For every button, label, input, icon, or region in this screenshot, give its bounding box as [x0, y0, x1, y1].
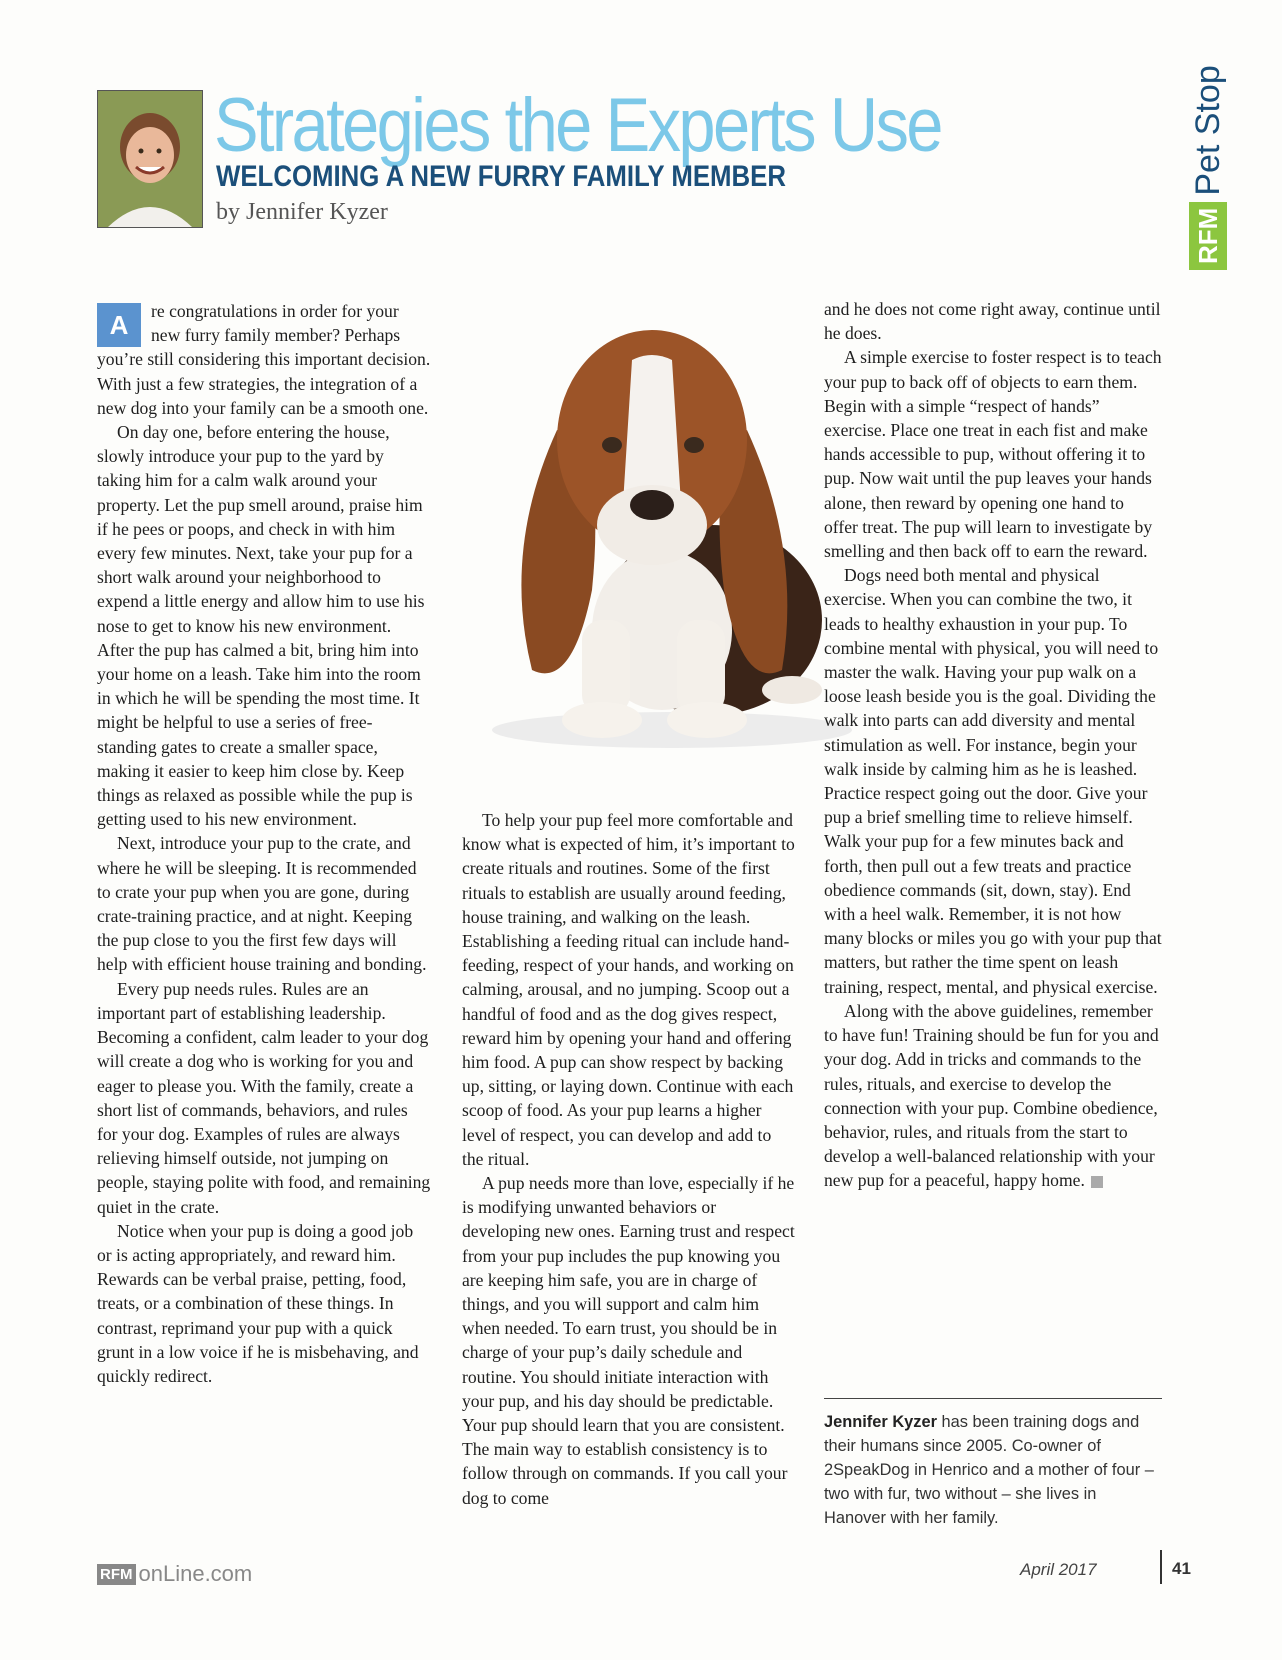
footer-separator: [1160, 1550, 1162, 1584]
footer-logo-badge: RFM: [97, 1564, 136, 1585]
article-subheadline: WELCOMING A NEW FURRY FAMILY MEMBER: [216, 160, 787, 193]
author-bio: [824, 1410, 1162, 1530]
paragraph: Next, introduce your pup to the crate, and where he will be sleeping. It is recommended to crate your pup when you are gone, during crate-training practice, and at night. Keeping the pup close to you the first few days will help with efficient house training and bonding.: [97, 833, 427, 975]
author-portrait-illustration: [98, 91, 202, 227]
paragraph: A pup needs more than love, especially if he is modifying unwanted behaviors or developing new ones. Earning trust and respect from your pup includes the pup knowing you are keeping him safe, you are in charge of things, and you will support and calm him when needed. To earn trust, you should be in charge of your pup’s daily schedule and routine. You should initiate interaction with your pup, and his day should be predictable. Your pup should learn that you are consistent. The main way to establish consistency is to follow through on commands. If you call your dog to come: [462, 1173, 795, 1508]
paragraph: Dogs need both mental and physical exercise. When you can combine the two, it leads to healthy exhaustion in your pup. To combine mental with physical, you will need to master the walk. Having your pup walk on a loose leash beside you is the goal. Dividing the walk into parts can add diversity and mental stimulation as well. For instance, begin your walk inside by calming him as he is leashed. Practice respect going out the door. Give your pup a brief smelling time to relieve himself. Walk your pup for a few minutes back and forth, then pull out a few treats and practice obedience commands (sit, down, stay). End with a heel walk. Remember, it is not how many blocks or miles you go with your pup that matters, but rather the time spent on leash training, respect, mental, and physical exercise.: [824, 565, 1162, 997]
author-bio-text: has been training dogs and their humans since 2005. Co-owner of 2SpeakDog in Henrico and a mother of four – two with fur, two without – she lives in Hanover with her family.: [824, 1413, 1154, 1527]
issue-date: April 2017: [1020, 1560, 1097, 1579]
paragraph: To help your pup feel more comfortable and know what is expected of him, it’s important to create rituals and routines. Some of the first rituals to establish are usually around feeding, house training, and walking on the leash. Establishing a feeding ritual can include hand-feeding, respect of your hands, and working on calming, arousal, and no jumping. Scoop out a handful of food and as the dog gives respect, reward him by opening your hand and offering him food. A pup can show respect by backing up, sitting, or laying down. Continue with each scoop of food. As your pup learns a higher level of respect, you can develop and add to the ritual.: [462, 810, 795, 1169]
paragraph: Notice when your pup is doing a good job or is acting appropriately, and reward him. Rewards can be verbal praise, petting, food, treats, or a combination of these things. In contrast, reprimand your pup with a quick grunt in a low voice if he is misbehaving, and quickly redirect.: [97, 1220, 419, 1386]
section-tab: [1189, 65, 1235, 270]
basset-hound-puppy-photo: [462, 290, 882, 760]
author-bio-name: Jennifer Kyzer: [824, 1413, 937, 1431]
article-byline: by Jennifer Kyzer: [216, 199, 388, 225]
article-column-3: [824, 297, 1162, 1193]
article-column-1: [97, 299, 431, 1388]
paragraph: and he does not come right away, continue until he does.: [824, 299, 1161, 344]
paragraph: A simple exercise to foster respect is to teach your pup to back off of objects to earn them. Begin with a simple “respect of hands” exercise. Place one treat in each fist and make hands accessible to pup, without offering it to pup. Now wait until the pup leaves your hands alone, then reward by opening one hand to offer treat. The pup will learn to investigate by smelling and then back off to earn the reward.: [824, 347, 1162, 562]
paragraph: A re congratulations in order for your new furry family member? Perhaps you’re still considering this important decision. With just a few strategies, the integration of a new dog into your family can be a smooth one.: [97, 301, 431, 418]
paragraph: Every pup needs rules. Rules are an important part of establishing leadership. Becoming a confident, calm leader to your dog will create a dog who is working for you and eager to please you. With the family, create a short list of commands, behaviors, and rules for your dog. Examples of rules are always relieving himself outside, not jumping on people, staying polite with food, and remaining quiet in the crate.: [97, 978, 431, 1217]
end-of-article-mark: [1091, 1176, 1103, 1188]
section-tab-label: Pet Stop: [1189, 65, 1227, 196]
dog-illustration: [462, 290, 882, 760]
bio-divider: [824, 1398, 1162, 1399]
drop-cap: A: [97, 303, 141, 347]
article-headline: Strategies the Experts Use: [214, 83, 941, 168]
paragraph: Along with the above guidelines, remember to have fun! Training should be fun for you and your dog. Add in tricks and commands to the rules, rituals, and exercise to develop the connection with your pup. Combine obedience, behavior, rules, and rituals from the start to develop a well-balanced relationship with your new pup for a peaceful, happy home.: [824, 1000, 1159, 1191]
article-column-2: [462, 808, 796, 1510]
paragraph: On day one, before entering the house, slowly introduce your pup to the yard by taking him for a calm walk around your property. Let the pup smell around, praise him if he pees or poops, and check in with him every few minutes. Next, take your pup for a short walk around your neighborhood to expend a little energy and allow him to use his nose to get to know his new environment. After the pup has calmed a bit, bring him into your home on a leash. Take him into the room in which he will be spending the most time. It might be helpful to use a series of free-standing gates to create a smaller space, making it easier to keep him close by. Keep things as relaxed as possible while the pup is getting used to his new environment.: [97, 422, 425, 830]
footer-site-logo[interactable]: [97, 1561, 252, 1587]
author-photo: [97, 90, 203, 228]
footer-logo-text: onLine.com: [138, 1561, 253, 1586]
page-number: 41: [1172, 1559, 1191, 1578]
section-tab-badge: RFM: [1189, 202, 1227, 270]
